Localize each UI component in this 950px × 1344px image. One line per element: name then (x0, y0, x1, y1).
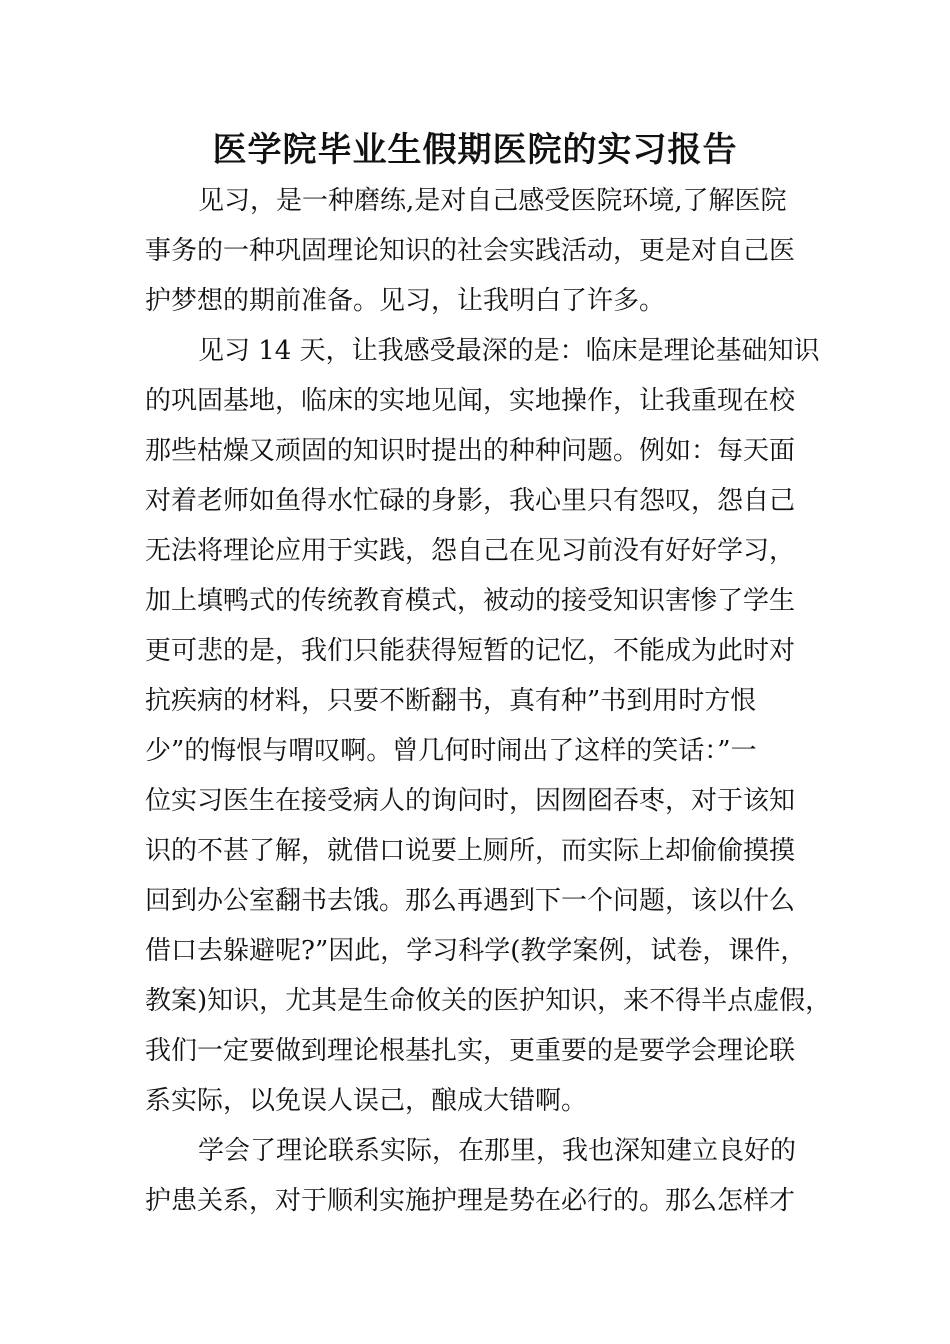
paragraph-2-line-3: 那些枯燥又顽固的知识时提出的种种问题。例如：每天面 (145, 436, 796, 466)
paragraph-2-line-2: 的巩固基地，临床的实地见闻，实地操作，让我重现在校 (145, 386, 796, 416)
paragraph-2-line-14: 教案)知识，尤其是生命攸关的医护知识，来不得半点虚假， (145, 986, 832, 1016)
paragraph-1-line-3: 护梦想的期前准备。见习，让我明白了许多。 (145, 286, 666, 316)
paragraph-2-line-13: 借口去躲避呢?”因此，学习科学(教学案例，试卷，课件， (145, 936, 807, 966)
paragraph-2-line-5: 无法将理论应用于实践，怨自己在见习前没有好好学习， (145, 536, 796, 566)
paragraph-2-line-12: 回到办公室翻书去饿。那么再遇到下一个问题，该以什么 (145, 886, 796, 916)
paragraph-2-line-7: 更可悲的是，我们只能获得短暂的记忆，不能成为此时对 (145, 636, 796, 666)
paragraph-2-line-1: 见习 14 天，让我感受最深的是：临床是理论基础知识 (198, 336, 820, 366)
paragraph-3-line-2: 护患关系，对于顺利实施护理是势在必行的。那么怎样才 (145, 1186, 796, 1216)
paragraph-1-line-1: 见习，是一种磨练,是对自己感受医院环境,了解医院 (198, 186, 787, 216)
paragraph-1-line-2: 事务的一种巩固理论知识的社会实践活动，更是对自己医 (145, 236, 796, 266)
document-title: 医学院毕业生假期医院的实习报告 (212, 130, 738, 170)
paragraph-2-line-4: 对着老师如鱼得水忙碌的身影，我心里只有怨叹，怨自己 (145, 486, 796, 516)
paragraph-2-line-16: 系实际，以免误人误己，酿成大错啊。 (145, 1086, 588, 1116)
paragraph-2-line-8: 抗疾病的材料，只要不断翻书，真有种”书到用时方恨 (145, 686, 757, 716)
paragraph-3-line-1: 学会了理论联系实际，在那里，我也深知建立良好的 (198, 1136, 797, 1166)
paragraph-2-line-10: 位实习医生在接受病人的询问时，因囫囵吞枣，对于该知 (145, 786, 796, 816)
paragraph-2-line-15: 我们一定要做到理论根基扎实，更重要的是要学会理论联 (145, 1036, 796, 1066)
paragraph-2-line-9: 少”的悔恨与喟叹啊。曾几何时闹出了这样的笑话：”一 (145, 736, 757, 766)
paragraph-2-line-6: 加上填鸭式的传统教育模式，被动的接受知识害惨了学生 (145, 586, 796, 616)
paragraph-2-line-11: 识的不甚了解，就借口说要上厕所，而实际上却偷偷摸摸 (145, 836, 796, 866)
